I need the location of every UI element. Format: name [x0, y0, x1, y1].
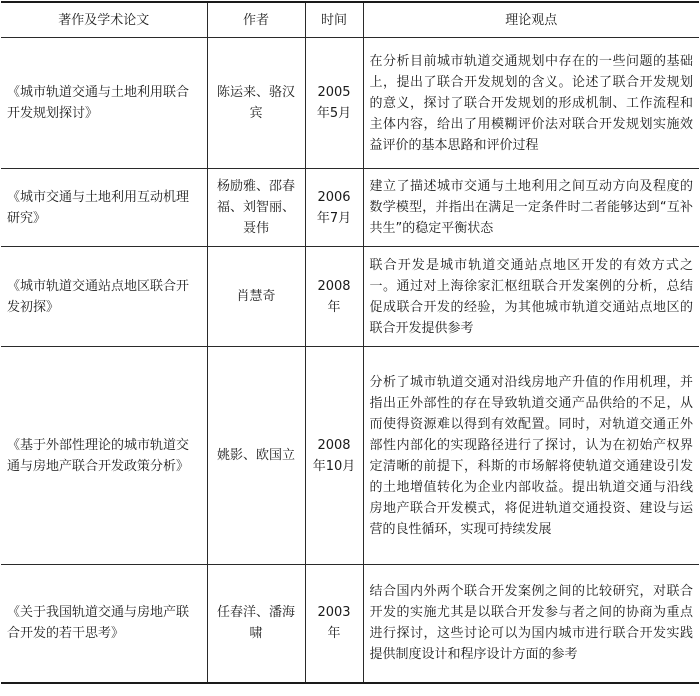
work-title-cell: 《城市轨道交通站点地区联合开发初探》: [1, 247, 207, 347]
author-cell: 任春洋、潘海啸: [207, 565, 305, 683]
literature-table: [1, 1, 699, 684]
viewpoint-cell: 结合国内外两个联合开发案例之间的比较研究，对联合开发的实施尤其是以联合开发参与者之间的协商为重点进行探讨，这些讨论可以为国内城市进行联合开发实践提供制度设计和程序设计方面的参考: [363, 565, 699, 683]
table-row: [1, 247, 699, 347]
time-cell: 2008年10月: [305, 347, 363, 565]
viewpoint-cell: 联合开发是城市轨道交通站点地区开发的有效方式之一。通过对上海徐家汇枢纽联合开发案例的分析，总结促成联合开发的经验，为其他城市轨道交通站点地区的联合开发提供参考: [363, 247, 699, 347]
header-work: 著作及学术论文: [1, 2, 207, 38]
table-row: [1, 169, 699, 247]
table-row: [1, 38, 699, 169]
time-cell: 2008年: [305, 247, 363, 347]
time-cell: 2006年7月: [305, 169, 363, 247]
table-header-row: [1, 2, 699, 38]
header-time: 时间: [305, 2, 363, 38]
work-title-cell: 《关于我国轨道交通与房地产联合开发的若干思考》: [1, 565, 207, 683]
viewpoint-cell: 分析了城市轨道交通对沿线房地产升值的作用机理，并指出正外部性的存在导致轨道交通产品供给的不足，从而使得资源难以得到有效配置。同时，对轨道交通正外部性内部化的实现路径进行了探讨，认为在初始产权界定清晰的前提下，科斯的市场解将使轨道交通建设引发的土地增值转化为企业内部收益。提出轨道交通与沿线房地产联合开发模式，将促进轨道交通投资、建设与运营的良性循环，实现可持续发展: [363, 347, 699, 565]
author-cell: 陈运来、骆汉宾: [207, 38, 305, 169]
work-title-cell: 《城市轨道交通与土地利用联合开发规划探讨》: [1, 38, 207, 169]
table-row: [1, 565, 699, 683]
work-title-cell: 《基于外部性理论的城市轨道交通与房地产联合开发政策分析》: [1, 347, 207, 565]
header-view: 理论观点: [363, 2, 699, 38]
header-author: 作者: [207, 2, 305, 38]
author-cell: 杨励雅、邵春福、刘智丽、聂伟: [207, 169, 305, 247]
time-cell: 2005年5月: [305, 38, 363, 169]
viewpoint-cell: 在分析目前城市轨道交通规划中存在的一些问题的基础上，提出了联合开发规划的含义。论述了联合开发规划的意义，探讨了联合开发规划的形成机制、工作流程和主体内容，给出了用模糊评价法对联合开发规划实施效益评价的基本思路和评价过程: [363, 38, 699, 169]
author-cell: 肖慧奇: [207, 247, 305, 347]
viewpoint-cell: 建立了描述城市交通与土地利用之间互动方向及程度的数学模型，并指出在满足一定条件时二者能够达到“互补共生”的稳定平衡状态: [363, 169, 699, 247]
table-row: [1, 347, 699, 565]
work-title-cell: 《城市交通与土地利用互动机理研究》: [1, 169, 207, 247]
author-cell: 姚影、欧国立: [207, 347, 305, 565]
time-cell: 2003年: [305, 565, 363, 683]
